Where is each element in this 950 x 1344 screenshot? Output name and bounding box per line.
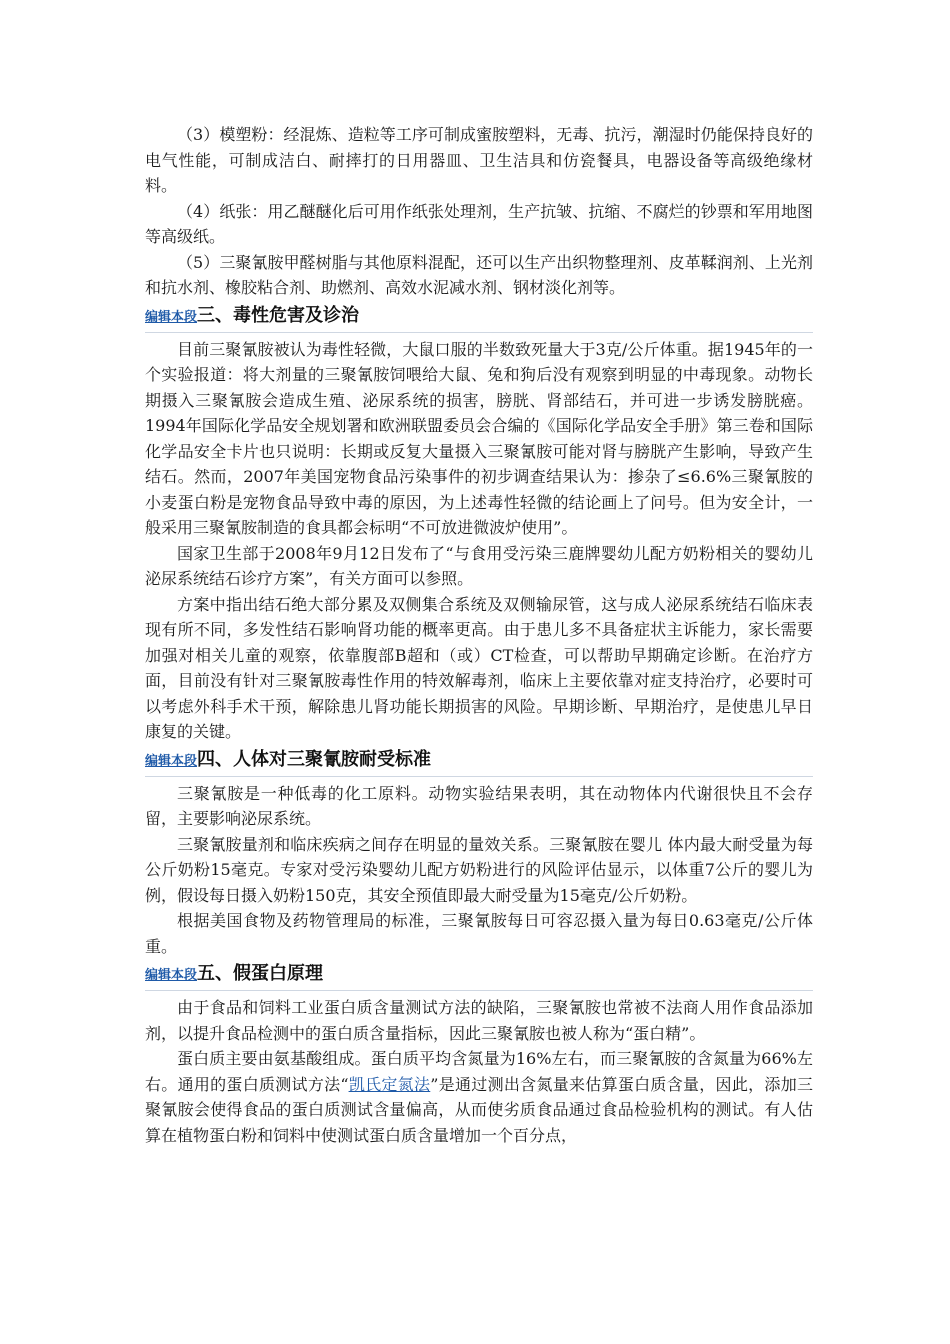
edit-section-link[interactable]: 编辑本段	[145, 309, 198, 325]
paragraph: 国家卫生部于2008年9月12日发布了“与食用受污染三鹿牌婴幼儿配方奶粉相关的婴幼儿泌尿系统结石诊疗方案”，有关方面可以参照。	[145, 543, 813, 588]
paragraph: 目前三聚氰胺被认为毒性轻微，大鼠口服的半数致死量大于3克/公斤体重。据1945年的一个实验报道：将大剂量的三聚氰胺饲喂给大鼠、兔和狗后没有观察到明显的中毒现象。动物长期摄入三聚氰胺会造成生殖、泌尿系统的损害，膀胱、肾部结石，并可进一步诱发膀胱癌。1994年国际化学品安全规划署和欧洲联盟委员会合编的《国际化学品安全手册》第三卷和国际化学品安全卡片也只说明：长期或反复大量摄入三聚氰胺可能对肾与膀胱产生影响，导致产生结石。然而，2007年美国宠物食品污染事件的初步调查结果认为：掺杂了≤6.6%三聚氰胺的小麦蛋白粉是宠物食品导致中毒的原因，为上述毒性轻微的结论画上了问号。但为安全计，一般采用三聚氰胺制造的食具都会标明“不可放进微波炉使用”。	[145, 339, 813, 537]
paragraph-text: ”是通过测出含氮量来估算蛋白质含量，因此，添加三聚氰胺会使得食品的蛋白质测试含量偏高，从而使劣质食品通过食品检验机构的测试。有人估算在植物蛋白粉和饲料中使测试蛋白质含量增加一个百分点，	[145, 1074, 813, 1145]
paragraph: （4）纸张：用乙醚醚化后可用作纸张处理剂，生产抗皱、抗缩、不腐烂的钞票和军用地图等高级纸。	[145, 201, 813, 246]
paragraph: （3）模塑粉：经混炼、造粒等工序可制成蜜胺塑料，无毒、抗污，潮湿时仍能保持良好的电气性能，可制成洁白、耐摔打的日用器皿、卫生洁具和仿瓷餐具，电器设备等高级绝缘材料。	[145, 125, 813, 195]
kjeldahl-method-link[interactable]: 凯氏定氮法	[348, 1074, 431, 1094]
section-heading	[145, 745, 813, 777]
section-heading	[145, 301, 813, 333]
paragraph: （5）三聚氰胺甲醛树脂与其他原料混配，还可以生产出织物整理剂、皮革鞣润剂、上光剂和抗水剂、橡胶粘合剂、助燃剂、高效水泥减水剂、钢材淡化剂等。	[145, 252, 813, 297]
section-title: 四、人体对三聚氰胺耐受标准	[197, 748, 432, 770]
paragraph-text: 蛋白质主要由氨基酸组成。蛋白质平均含氮量为16%左右，而三聚氰胺的含氮量为66%左右。通用的蛋白质测试方法“	[145, 1049, 813, 1094]
paragraph	[145, 1046, 813, 1148]
paragraph: 根据美国食物及药物管理局的标准，三聚氰胺每日可容忍摄入量为每日0.63毫克/公斤体重。	[145, 911, 813, 956]
document-page	[145, 122, 813, 1148]
section-title: 五、假蛋白原理	[197, 963, 324, 984]
paragraph: 由于食品和饲料工业蛋白质含量测试方法的缺陷，三聚氰胺也常被不法商人用作食品添加剂，以提升食品检测中的蛋白质含量指标，因此三聚氰胺也被人称为“蛋白精”。	[145, 998, 813, 1043]
section-title: 三、毒性危害及诊治	[197, 304, 360, 326]
paragraph: 三聚氰胺是一种低毒的化工原料。动物实验结果表明，其在动物体内代谢很快且不会存留，主要影响泌尿系统。	[145, 783, 813, 828]
section-heading	[145, 959, 813, 991]
paragraph: 方案中指出结石绝大部分累及双侧集合系统及双侧输尿管，这与成人泌尿系统结石临床表现有所不同，多发性结石影响肾功能的概率更高。由于患儿多不具备症状主诉能力，家长需要加强对相关儿童的观察，依靠腹部B超和（或）CT检查，可以帮助早期确定诊断。在治疗方面，目前没有针对三聚氰胺毒性作用的特效解毒剂，临床上主要依靠对症支持治疗，必要时可以考虑外科手术干预，解除患儿肾功能长期损害的风险。早期诊断、早期治疗，是使患儿早日康复的关键。	[145, 594, 813, 741]
edit-section-link[interactable]: 编辑本段	[145, 753, 198, 769]
paragraph: 三聚氰胺量剂和临床疾病之间存在明显的量效关系。三聚氰胺在婴儿 体内最大耐受量为每公斤奶粉15毫克。专家对受污染婴幼儿配方奶粉进行的风险评估显示，以体重7公斤的婴儿为例，假设每日摄入奶粉150克，其安全预值即最大耐受量为15毫克/公斤奶粉。	[145, 834, 813, 905]
edit-section-link[interactable]: 编辑本段	[145, 968, 198, 983]
